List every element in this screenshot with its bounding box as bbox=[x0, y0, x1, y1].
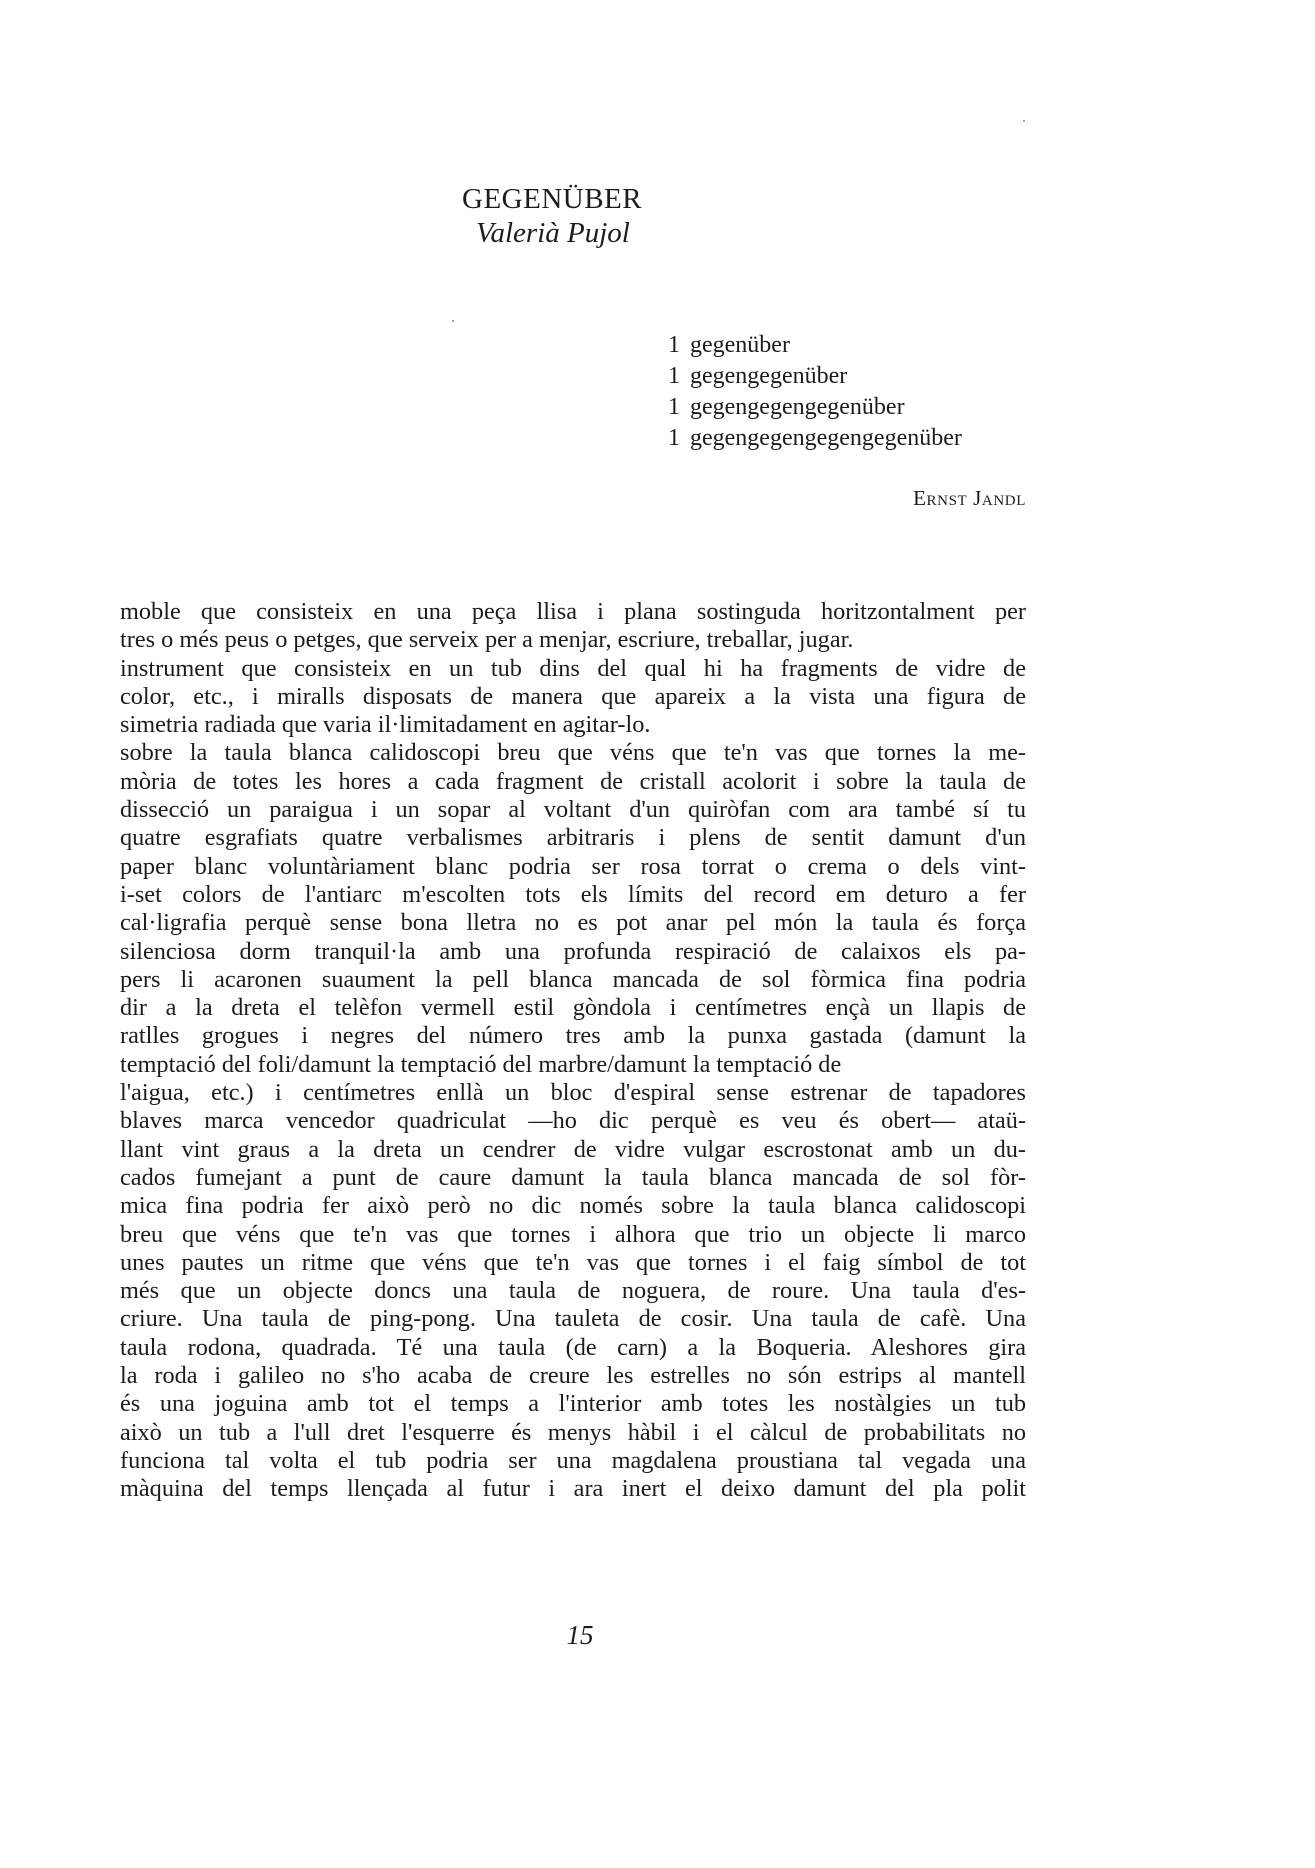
epigraph-line-text: gegenüber bbox=[690, 332, 790, 358]
paper-speck bbox=[1023, 120, 1025, 122]
body-line: tres o més peus o petges, que serveix per a menjar, escriure, treballar, jugar. bbox=[120, 626, 854, 654]
body-line: criure. Una taula de ping-pong. Una tauleta de cosir. Una taula de cafè. Una bbox=[120, 1305, 1026, 1333]
body-line: ratlles grogues i negres del número tres amb la punxa gastada (damunt la bbox=[120, 1022, 1026, 1050]
body-line: quatre esgrafiats quatre verbalismes arbitraris i plens de sentit damunt d'un bbox=[120, 824, 1026, 852]
body-line: llant vint graus a la dreta un cendrer de vidre vulgar escrostonat amb un du- bbox=[120, 1135, 1026, 1163]
body-line: és una joguina amb tot el temps a l'interior amb totes les nostàlgies un tub bbox=[120, 1390, 1026, 1418]
body-line: màquina del temps llençada al futur i ara inert el deixo damunt del pla polit bbox=[120, 1475, 1026, 1503]
body-line: moble que consisteix en una peça llisa i plana sostinguda horitzontalment per bbox=[120, 598, 1026, 625]
body-line: breu que véns que te'n vas que tornes i alhora que trio un objecte li marco bbox=[120, 1220, 1026, 1248]
epigraph-line-text: gegengegengegengegenüber bbox=[690, 425, 962, 451]
body-line: la roda i galileo no s'ho acaba de creure les estrelles no són estrips al mantell bbox=[120, 1362, 1026, 1390]
author-name: Valerià Pujol bbox=[476, 217, 630, 249]
epigraph-line-text: gegengegenüber bbox=[690, 363, 848, 389]
epigraph-attribution bbox=[913, 486, 1026, 511]
attribution-last-name: Jandl bbox=[973, 486, 1026, 510]
body-text bbox=[120, 598, 1026, 1504]
title-block bbox=[462, 182, 962, 250]
body-line: dissecció un paraigua i un sopar al voltant d'un quiròfan com ara també sí tu bbox=[120, 796, 1026, 824]
epigraph-line bbox=[668, 361, 1028, 392]
body-line: això un tub a l'ull dret l'esquerre és menys hàbil i el càlcul de probabilitats no bbox=[120, 1418, 1026, 1446]
body-line: dir a la dreta el telèfon vermell estil gòndola i centímetres ençà un llapis de bbox=[120, 994, 1026, 1022]
epigraph-line-number: 1 bbox=[668, 425, 680, 451]
attribution-first-name: Ernst bbox=[913, 486, 968, 510]
epigraph-line-text: gegengegengegenüber bbox=[690, 394, 905, 420]
body-line: i-set colors de l'antiarc m'escolten tots els límits del record em deturo a fer bbox=[120, 880, 1026, 908]
body-line: sobre la taula blanca calidoscopi breu que véns que te'n vas que tornes la me- bbox=[120, 739, 1026, 767]
epigraph-line bbox=[668, 330, 1028, 361]
body-line: unes pautes un ritme que véns que te'n vas que tornes i el faig símbol de tot bbox=[120, 1248, 1026, 1276]
body-line: l'aigua, etc.) i centímetres enllà un bloc d'espiral sense estrenar de tapadores bbox=[120, 1079, 1026, 1107]
epigraph-line-number: 1 bbox=[668, 363, 680, 389]
body-line: instrument que consisteix en un tub dins del qual hi ha fragments de vidre de bbox=[120, 654, 1026, 682]
epigraph-line-number: 1 bbox=[668, 332, 680, 358]
body-line: més que un objecte doncs una taula de noguera, de roure. Una taula d'es- bbox=[120, 1277, 1026, 1305]
body-line: silenciosa dorm tranquil·la amb una profunda respiració de calaixos els pa- bbox=[120, 937, 1026, 965]
body-line: cados fumejant a punt de caure damunt la taula blanca mancada de sol fòr- bbox=[120, 1163, 1026, 1191]
body-line: cal·ligrafia perquè sense bona lletra no es pot anar pel món la taula és força bbox=[120, 909, 1026, 937]
body-line: paper blanc voluntàriament blanc podria ser rosa torrat o crema o dels vint- bbox=[120, 852, 1026, 880]
body-line: funciona tal volta el tub podria ser una magdalena proustiana tal vegada una bbox=[120, 1446, 1026, 1474]
body-line: simetria radiada que varia il·limitadament en agitar-lo. bbox=[120, 711, 651, 739]
body-line: blaves marca vencedor quadriculat —ho dic perquè es veu és obert— ataü- bbox=[120, 1107, 1026, 1135]
paper-speck bbox=[452, 320, 454, 322]
epigraph bbox=[668, 330, 1028, 454]
page-title: GEGENÜBER bbox=[462, 183, 643, 215]
body-line: mòria de totes les hores a cada fragment de cristall acolorit i sobre la taula de bbox=[120, 767, 1026, 795]
page-number: 15 bbox=[566, 1620, 594, 1650]
body-line: mica fina podria fer això però no dic només sobre la taula blanca calidoscopi bbox=[120, 1192, 1026, 1220]
body-line: temptació del foli/damunt la temptació del marbre/damunt la temptació de bbox=[120, 1050, 842, 1078]
epigraph-line bbox=[668, 392, 1028, 423]
body-line: taula rodona, quadrada. Té una taula (de carn) a la Boqueria. Aleshores gira bbox=[120, 1333, 1026, 1361]
epigraph-line bbox=[668, 423, 1028, 454]
body-line: color, etc., i miralls disposats de manera que apareix a la vista una figura de bbox=[120, 682, 1026, 710]
epigraph-line-number: 1 bbox=[668, 394, 680, 420]
body-line: pers li acaronen suaument la pell blanca mancada de sol fòrmica fina podria bbox=[120, 965, 1026, 993]
